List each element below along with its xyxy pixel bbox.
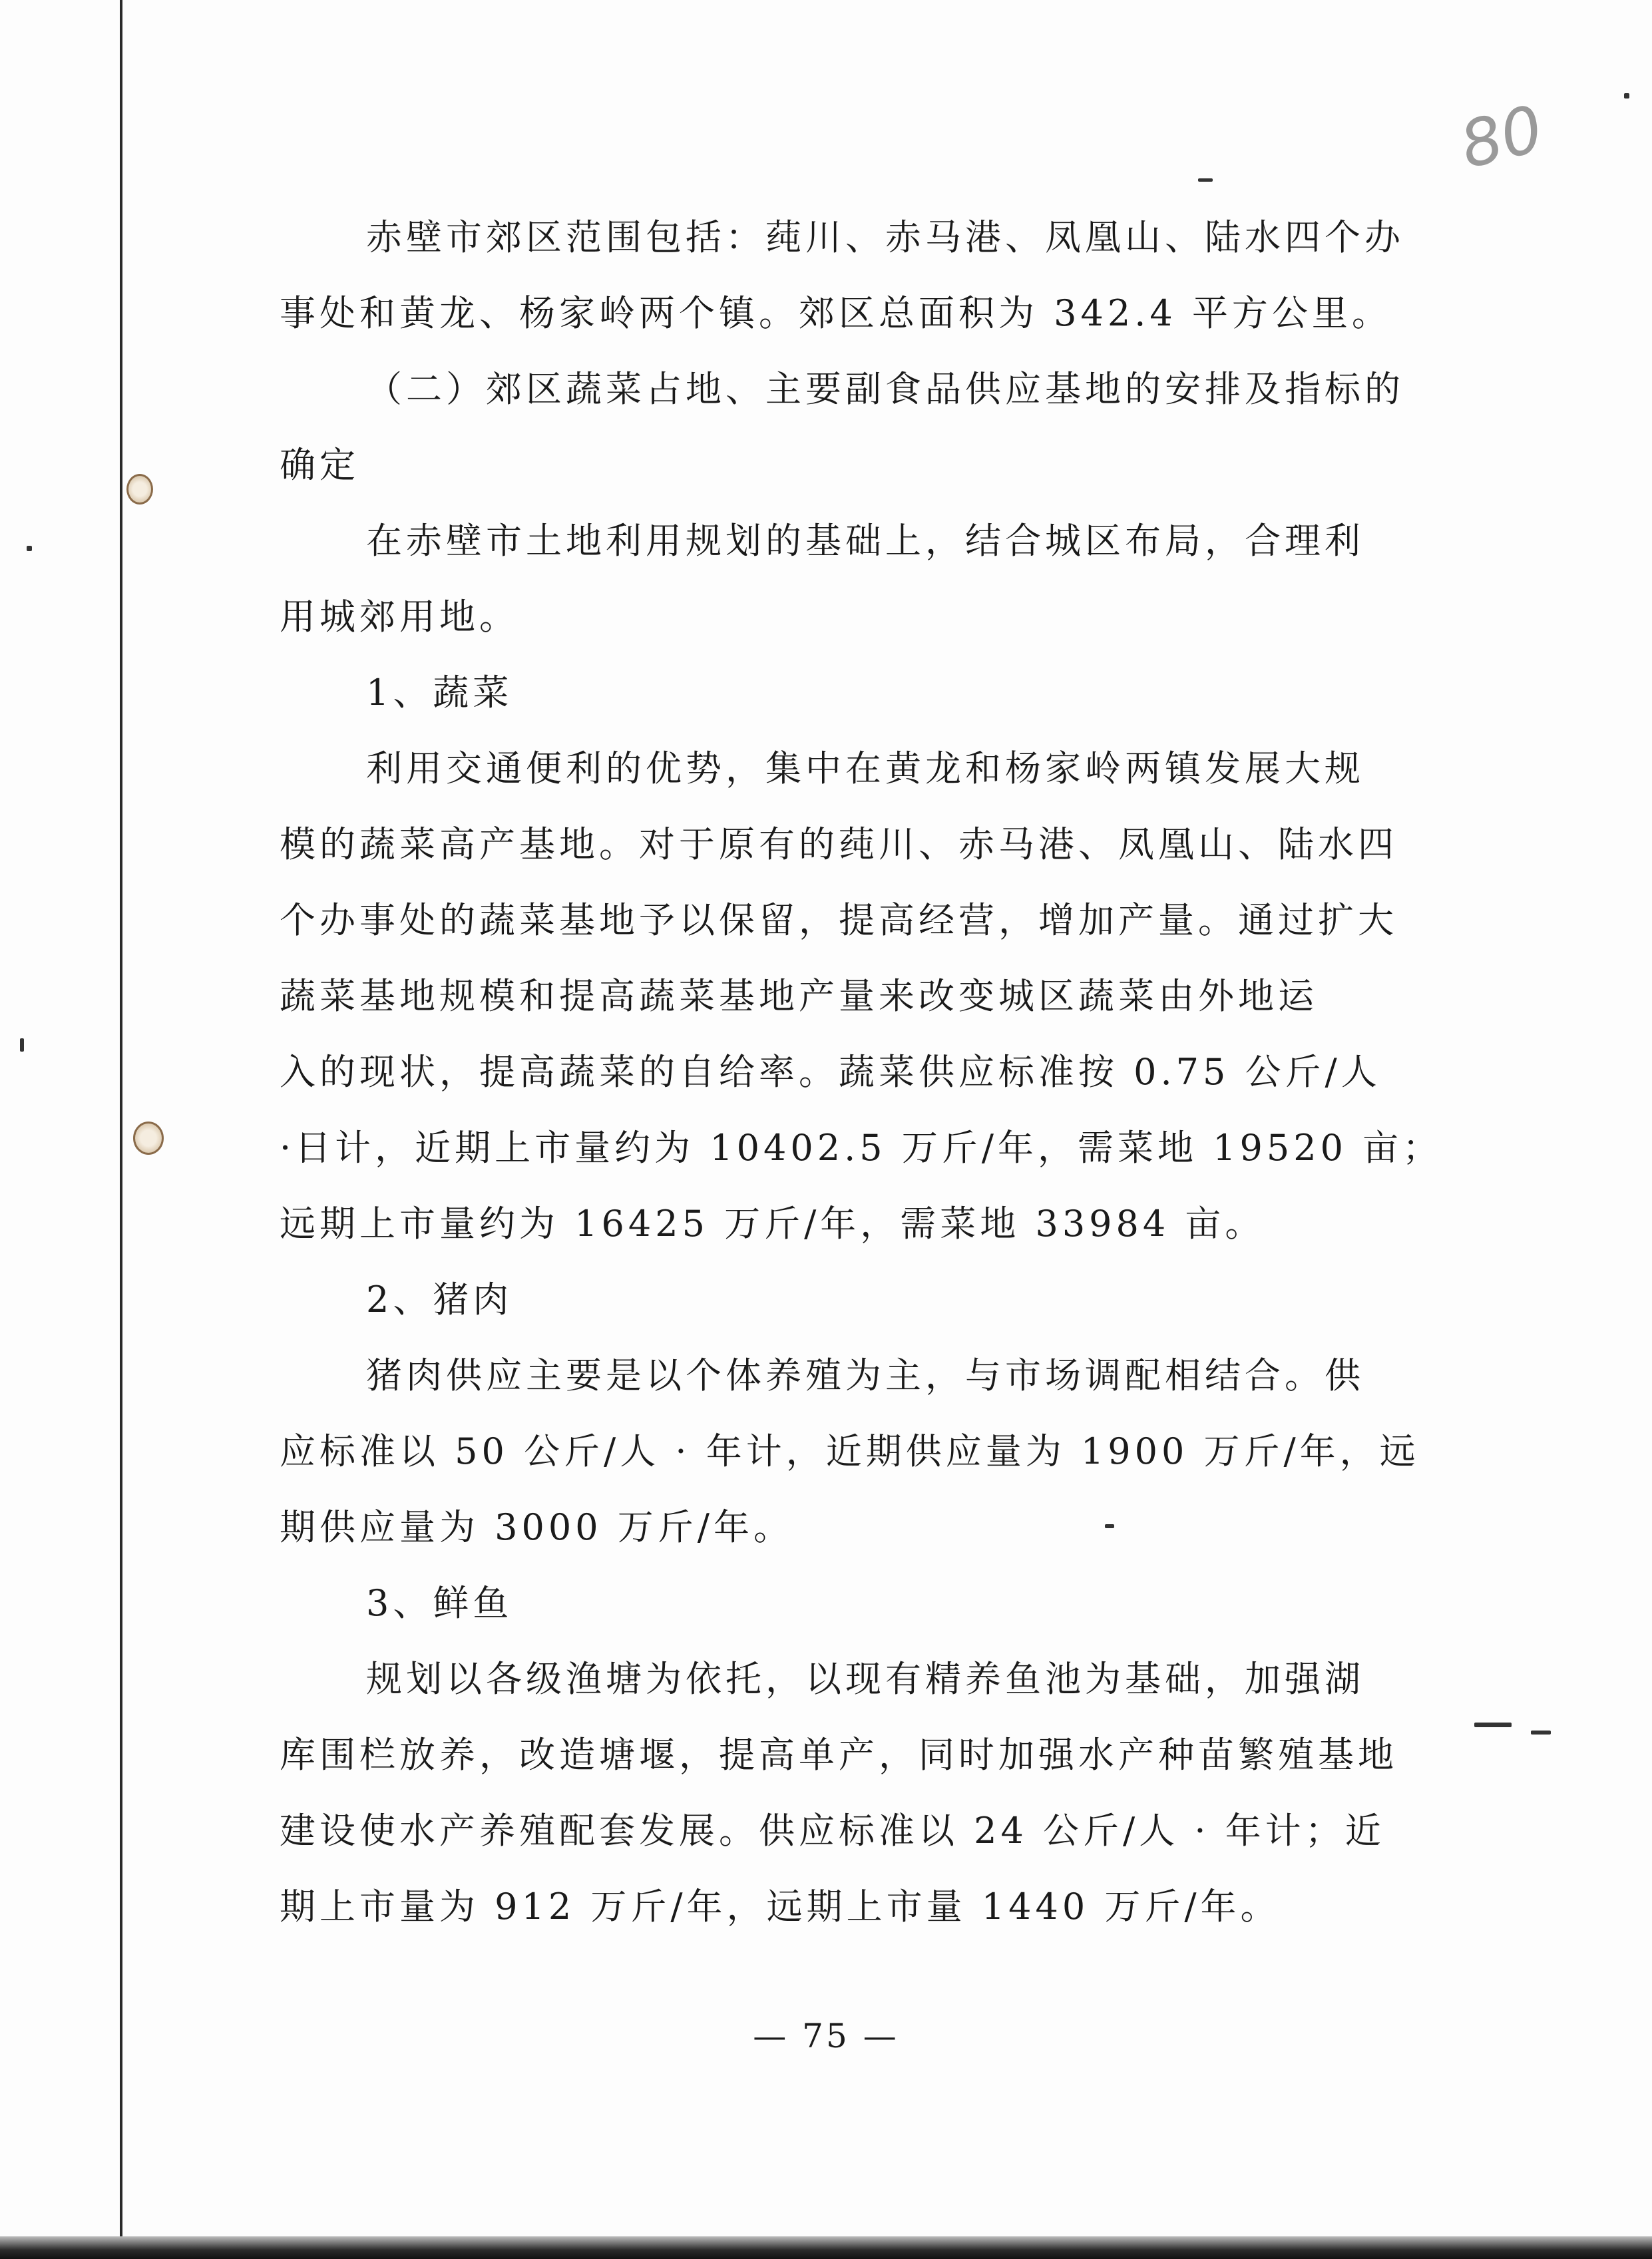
text-line: 2、猪肉 [366, 1279, 513, 1321]
text-line: 3、鲜鱼 [366, 1582, 513, 1624]
scan-speck [1531, 1731, 1551, 1735]
text-line: 确定 [280, 444, 359, 486]
text-line: 应标准以 50 公斤/人 · 年计，近期供应量为 1900 万斤/年，远 [280, 1430, 1420, 1472]
paragraph-suburb-scope [280, 200, 1444, 351]
page-number: — 75 — [753, 2017, 899, 2055]
paragraph-vegetables [280, 731, 1444, 1262]
text-line: （二）郊区蔬菜占地、主要副食品供应基地的安排及指标的 [366, 368, 1404, 410]
paragraph-pork [280, 1338, 1444, 1565]
scan-speck [1198, 178, 1213, 182]
text-line: 远期上市量约为 16425 万斤/年，需菜地 33984 亩。 [280, 1203, 1265, 1245]
paragraph-land-use [280, 503, 1444, 655]
text-line: 期上市量为 912 万斤/年，远期上市量 1440 万斤/年。 [280, 1886, 1281, 1928]
text-line: 1、蔬菜 [366, 672, 513, 714]
text-line: 规划以各级渔塘为依托，以现有精养鱼池为基础，加强湖 [366, 1658, 1364, 1700]
text-line: 利用交通便利的优势，集中在黄龙和杨家岭两镇发展大规 [366, 747, 1364, 789]
text-line: 猪肉供应主要是以个体养殖为主，与市场调配相结合。供 [366, 1354, 1364, 1396]
handwritten-page-mark: 80 [1453, 91, 1550, 184]
section-heading-2 [280, 351, 1444, 503]
text-line: 期供应量为 3000 万斤/年。 [280, 1506, 793, 1548]
text-line: 赤壁市郊区范围包括：莼川、赤马港、凤凰山、陆水四个办 [366, 216, 1404, 258]
text-line: 模的蔬菜高产基地。对于原有的莼川、赤马港、凤凰山、陆水四 [280, 823, 1398, 865]
text-line: 用城郊用地。 [280, 596, 519, 638]
scan-speck [1474, 1723, 1512, 1727]
text-line: 个办事处的蔬菜基地予以保留，提高经营，增加产量。通过扩大 [280, 899, 1398, 941]
text-line: 在赤壁市土地利用规划的基础上，结合城区布局，合理利 [366, 520, 1364, 562]
document-body [280, 200, 1444, 1945]
text-line: ·日计，近期上市量约为 10402.5 万斤/年，需菜地 19520 亩； [280, 1127, 1443, 1169]
scan-speck [1624, 93, 1629, 99]
scan-bottom-edge [0, 2236, 1652, 2259]
text-line: 库围栏放养，改造塘堰，提高单产，同时加强水产种苗繁殖基地 [280, 1734, 1398, 1776]
binding-edge-line [120, 0, 122, 2259]
scan-speck [27, 546, 32, 551]
subheading-fresh-fish [280, 1565, 1444, 1641]
text-line: 事处和黄龙、杨家岭两个镇。郊区总面积为 342.4 平方公里。 [280, 292, 1392, 334]
subheading-vegetables [280, 655, 1444, 731]
paragraph-fresh-fish [280, 1641, 1444, 1945]
text-line: 蔬菜基地规模和提高蔬菜基地产量来改变城区蔬菜由外地运 [280, 975, 1318, 1017]
punch-hole-mark [126, 474, 153, 505]
text-line: 建设使水产养殖配套发展。供应标准以 24 公斤/人 · 年计；近 [280, 1810, 1385, 1852]
subheading-pork [280, 1262, 1444, 1338]
text-line: 入的现状，提高蔬菜的自给率。蔬菜供应标准按 0.75 公斤/人 [280, 1051, 1381, 1093]
scan-speck [20, 1038, 24, 1052]
punch-hole-mark [133, 1122, 164, 1155]
